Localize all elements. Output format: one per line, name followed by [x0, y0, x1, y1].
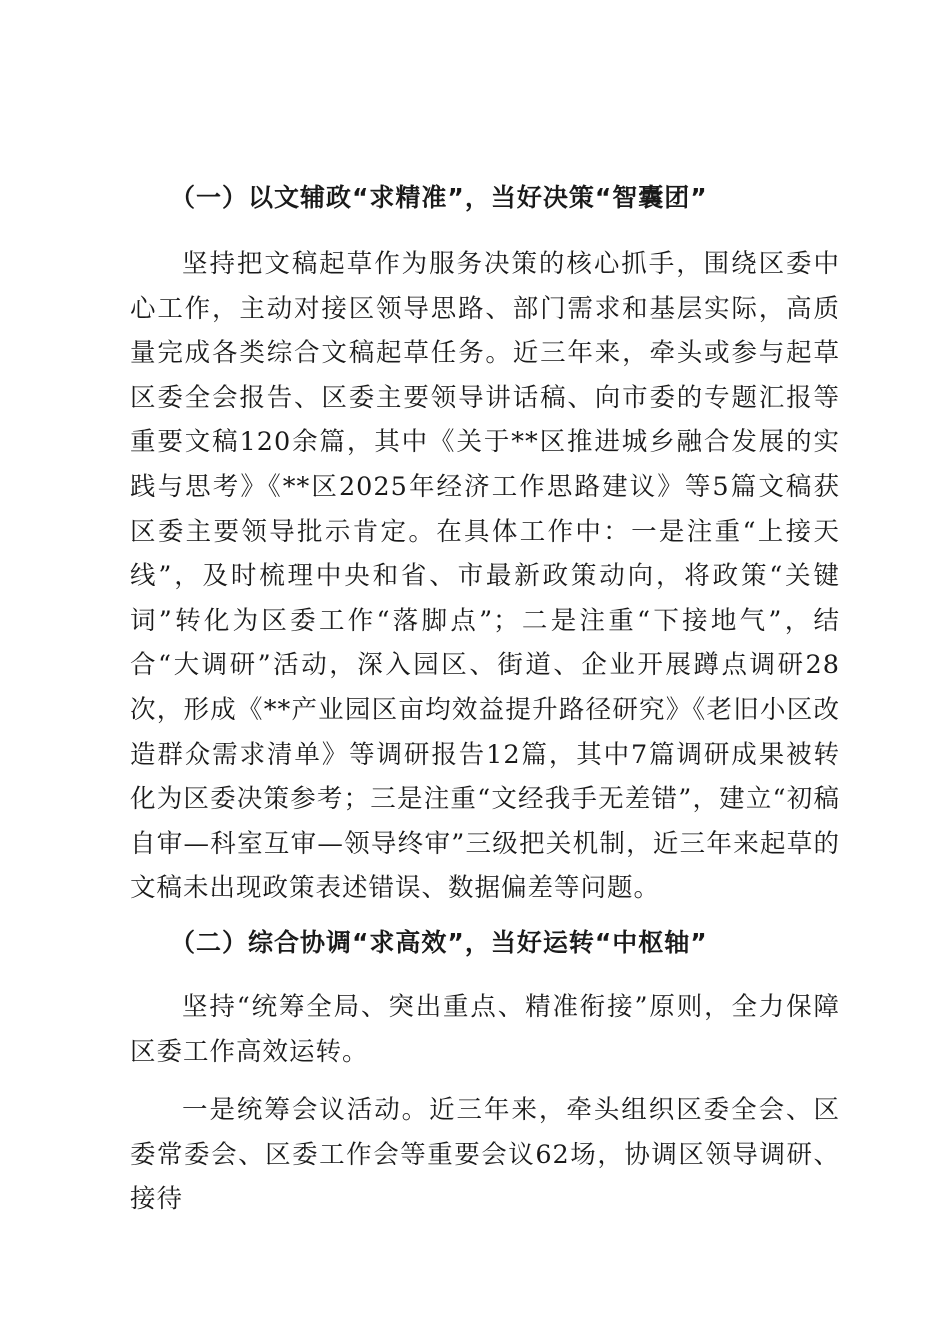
document-body	[130, 160, 840, 1232]
section-heading-2: （二）综合协调“求高效”，当好运转“中枢轴”	[170, 927, 708, 957]
section-heading-1: （一）以文辅政“求精准”，当好决策“智囊团”	[170, 183, 708, 212]
section-2-paragraph-2: 一是统筹会议活动。近三年来，牵头组织区委全会、区委常委会、区委工作会等重要会议62场，协调区领导调研、接待	[130, 1095, 840, 1215]
section-2-paragraph-1: 坚持“统筹全局、突出重点、精准衔接”原则，全力保障区委工作高效运转。	[130, 991, 840, 1067]
section-1-paragraph: 坚持把文稿起草作为服务决策的核心抓手，围绕区委中心工作，主动对接区领导思路、部门需求和基层实际，高质量完成各类综合文稿起草任务。近三年来，牵头或参与起草区委全会报告、区委主要领导讲话稿、向市委的专题汇报等重要文稿120余篇，其中《关于**区推进城乡融合发展的实践与思考》《**区2025年经济工作思路建议》等5篇文稿获区委主要领导批示肯定。在具体工作中：一是注重“上接天线”，及时梳理中央和省、市最新政策动向，将政策“关键词”转化为区委工作“落脚点”；二是注重“下接地气”，结合“大调研”活动，深入园区、街道、企业开展蹲点调研28次，形成《**产业园区亩均效益提升路径研究》《老旧小区改造群众需求清单》等调研报告12篇，其中7篇调研成果被转化为区委决策参考；三是注重“文经我手无差错”，建立“初稿自审—科室互审—领导终审”三级把关机制，近三年来起草的文稿未出现政策表述错误、数据偏差等问题。	[130, 249, 840, 904]
